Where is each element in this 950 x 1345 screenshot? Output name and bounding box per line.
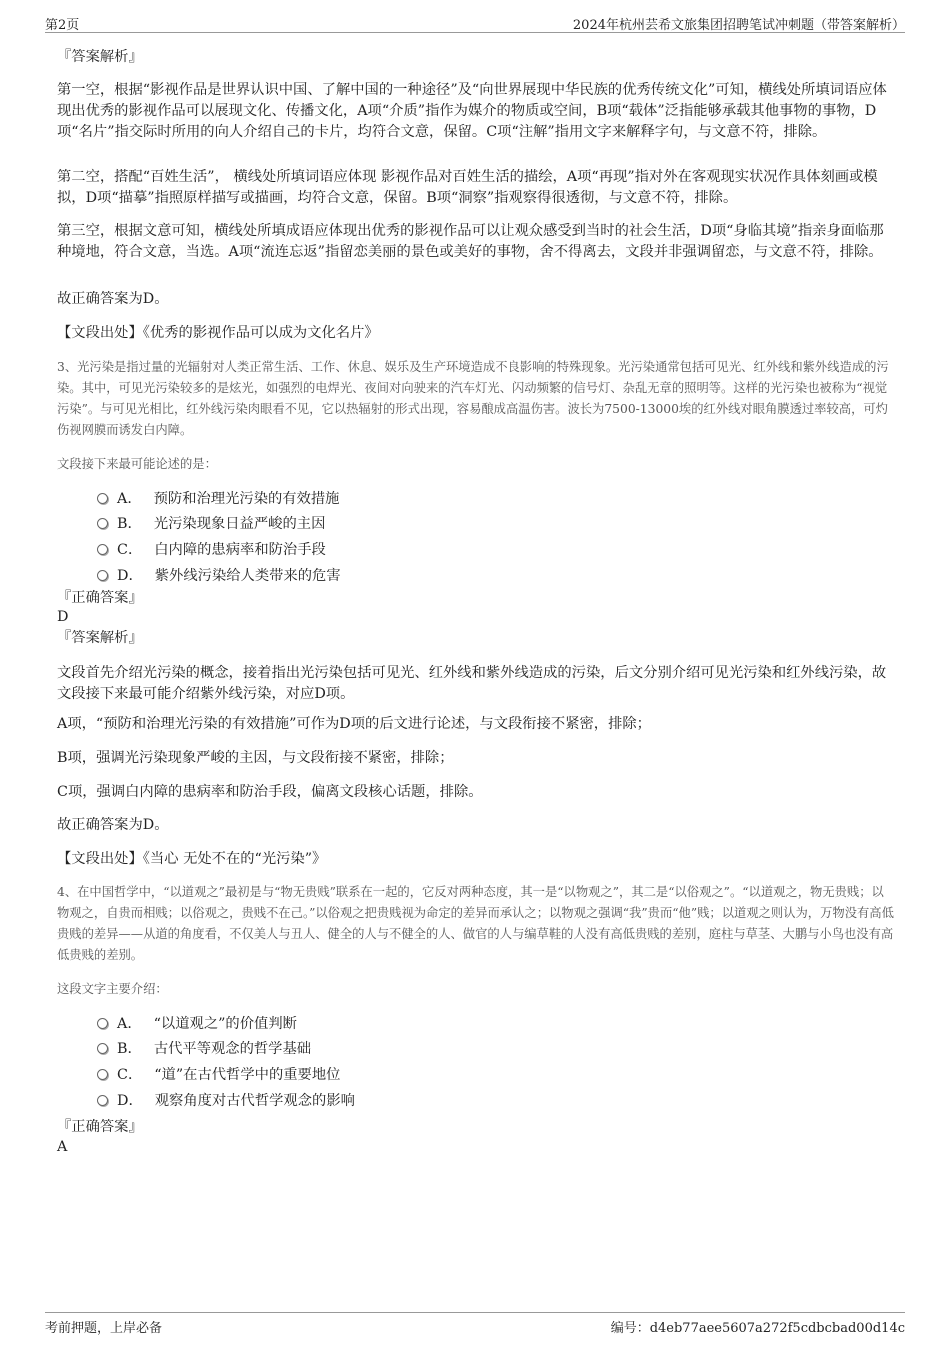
q2-analysis-p2: 第二空，搭配“百姓生活”， 横线处所填词语应体现 影视作品对百姓生活的描绘，A项“再现”指对外在客观现实状况作具体刻画或模拟，D项“描摹”指照原样描写或描画，均符合文意，保留。B项“洞察”指观察得很透彻，与文意不符，排除。: [57, 169, 878, 206]
radio-icon[interactable]: [97, 570, 108, 581]
q4-question: 这段文字主要介绍：: [57, 982, 168, 996]
q3-answer: D: [57, 609, 69, 625]
radio-icon[interactable]: [97, 544, 108, 555]
radio-icon[interactable]: [97, 1069, 108, 1080]
radio-icon[interactable]: [97, 1018, 108, 1029]
document-id: 编号：d4eb77aee5607a272f5cdbcbad00d14c: [610, 1321, 905, 1336]
q3-conclusion: 故正确答案为D。: [57, 817, 169, 833]
q3-stem: 3、光污染是指过量的光辐射对人类正常生活、工作、休息、娱乐及生产环境造成不良影响的特殊现象。光污染通常包括可见光、红外线和紫外线造成的污染。其中，可见光污染较多的是炫光，如强烈的电焊光、夜间对向驶来的汽车灯光、闪动频繁的信号灯、杂乱无章的照明等。这样的光污染也被称为“视觉污染”。与可见光相比，红外线污染肉眼看不见，它以热辐射的形式出现，容易酿成高温伤害。波长为7500-13000埃的红外线对眼角膜透过率较高，可灼伤视网膜而诱发白内障。: [57, 360, 889, 437]
q2-analysis-label: 『答案解析』: [57, 49, 143, 65]
q3-answer-label: 『正确答案』: [57, 590, 143, 606]
footer-slogan: 考前押题，上岸必备: [45, 1321, 163, 1336]
page-header: [45, 12, 905, 33]
q4-option-b[interactable]: B． 古代平等观念的哲学基础: [97, 1038, 311, 1060]
q2-conclusion: 故正确答案为D。: [57, 291, 169, 307]
q3-analysis-c: C项，强调白内障的患病率和防治手段，偏离文段核心话题，排除。: [57, 784, 483, 800]
q3-source: 【文段出处】《当心 无处不在的“光污染”》: [57, 851, 327, 867]
q2-source: 【文段出处】《优秀的影视作品可以成为文化名片》: [57, 325, 379, 341]
radio-icon[interactable]: [97, 493, 108, 504]
q3-option-b[interactable]: B． 光污染现象日益严峻的主因: [97, 513, 325, 535]
q3-analysis-p1: 文段首先介绍光污染的概念，接着指出光污染包括可见光、红外线和紫外线造成的污染，后文分别介绍可见光污染和红外线污染，故文段接下来最可能介绍紫外线污染，对应D项。: [57, 665, 887, 702]
q3-option-d[interactable]: D． 紫外线污染给人类带来的危害: [97, 565, 341, 587]
radio-icon[interactable]: [97, 518, 108, 529]
q4-stem: 4、在中国哲学中，“以道观之”最初是与“物无贵贱”联系在一起的，它反对两种态度，其一是“以物观之”，其二是“以俗观之”。“以道观之，物无贵贱；以物观之，自贵而相贱；以俗观之，贵贱不在己。”以俗观之把贵贱视为命定的差异而承认之；以物观之强调“我”贵而“他”贱；以道观之则认为，万物没有高低贵贱的差异——从道的角度看，不仅美人与丑人、健全的人与不健全的人、做官的人与编草鞋的人没有高低贵贱的差别，庭柱与草茎、大鹏与小鸟也没有高低贵贱的差别。: [57, 885, 894, 962]
q3-option-c[interactable]: C． 白内障的患病率和防治手段: [97, 539, 326, 561]
q4-option-c[interactable]: C． “道”在古代哲学中的重要地位: [97, 1064, 340, 1086]
radio-icon[interactable]: [97, 1095, 108, 1106]
q4-answer: A: [57, 1139, 68, 1155]
page-number: 第2页: [45, 18, 80, 33]
document-title: 2024年杭州芸希文旅集团招聘笔试冲刺题（带答案解析）: [572, 18, 905, 33]
q2-analysis-p3: 第三空，根据文意可知，横线处所填成语应体现出优秀的影视作品可以让观众感受到当时的社会生活，D项“身临其境”指亲身面临那种境地，符合文意，当选。A项“流连忘返”指留恋美丽的景色或美好的事物，舍不得离去，文段并非强调留恋，与文意不符，排除。: [57, 223, 884, 260]
page-footer: [45, 1312, 905, 1335]
q3-question: 文段接下来最可能论述的是：: [57, 457, 217, 471]
q3-analysis-b: B项，强调光污染现象严峻的主因，与文段衔接不紧密，排除；: [57, 750, 454, 766]
q3-analysis-a: A项，“预防和治理光污染的有效措施”可作为D项的后文进行论述，与文段衔接不紧密，排除；: [57, 716, 651, 732]
q4-option-d[interactable]: D． 观察角度对古代哲学观念的影响: [97, 1090, 355, 1112]
radio-icon[interactable]: [97, 1043, 108, 1054]
q3-option-a[interactable]: A． 预防和治理光污染的有效措施: [97, 488, 339, 510]
q4-answer-label: 『正确答案』: [57, 1119, 143, 1135]
q4-option-a[interactable]: A． “以道观之”的价值判断: [97, 1013, 297, 1035]
q2-analysis-p1: 第一空，根据“影视作品是世界认识中国、了解中国的一种途径”及“向世界展现中华民族的优秀传统文化”可知，横线处所填词语应体现出优秀的影视作品可以展现文化、传播文化，A项“介质”指作为媒介的物质或空间，B项“载体”泛指能够承载其他事物的事物，D项“名片”指交际时所用的向人介绍自己的卡片，均符合文意，保留。C项“注解”指用文字来解释字句，与文意不符，排除。: [57, 82, 887, 140]
q3-analysis-label: 『答案解析』: [57, 630, 143, 646]
